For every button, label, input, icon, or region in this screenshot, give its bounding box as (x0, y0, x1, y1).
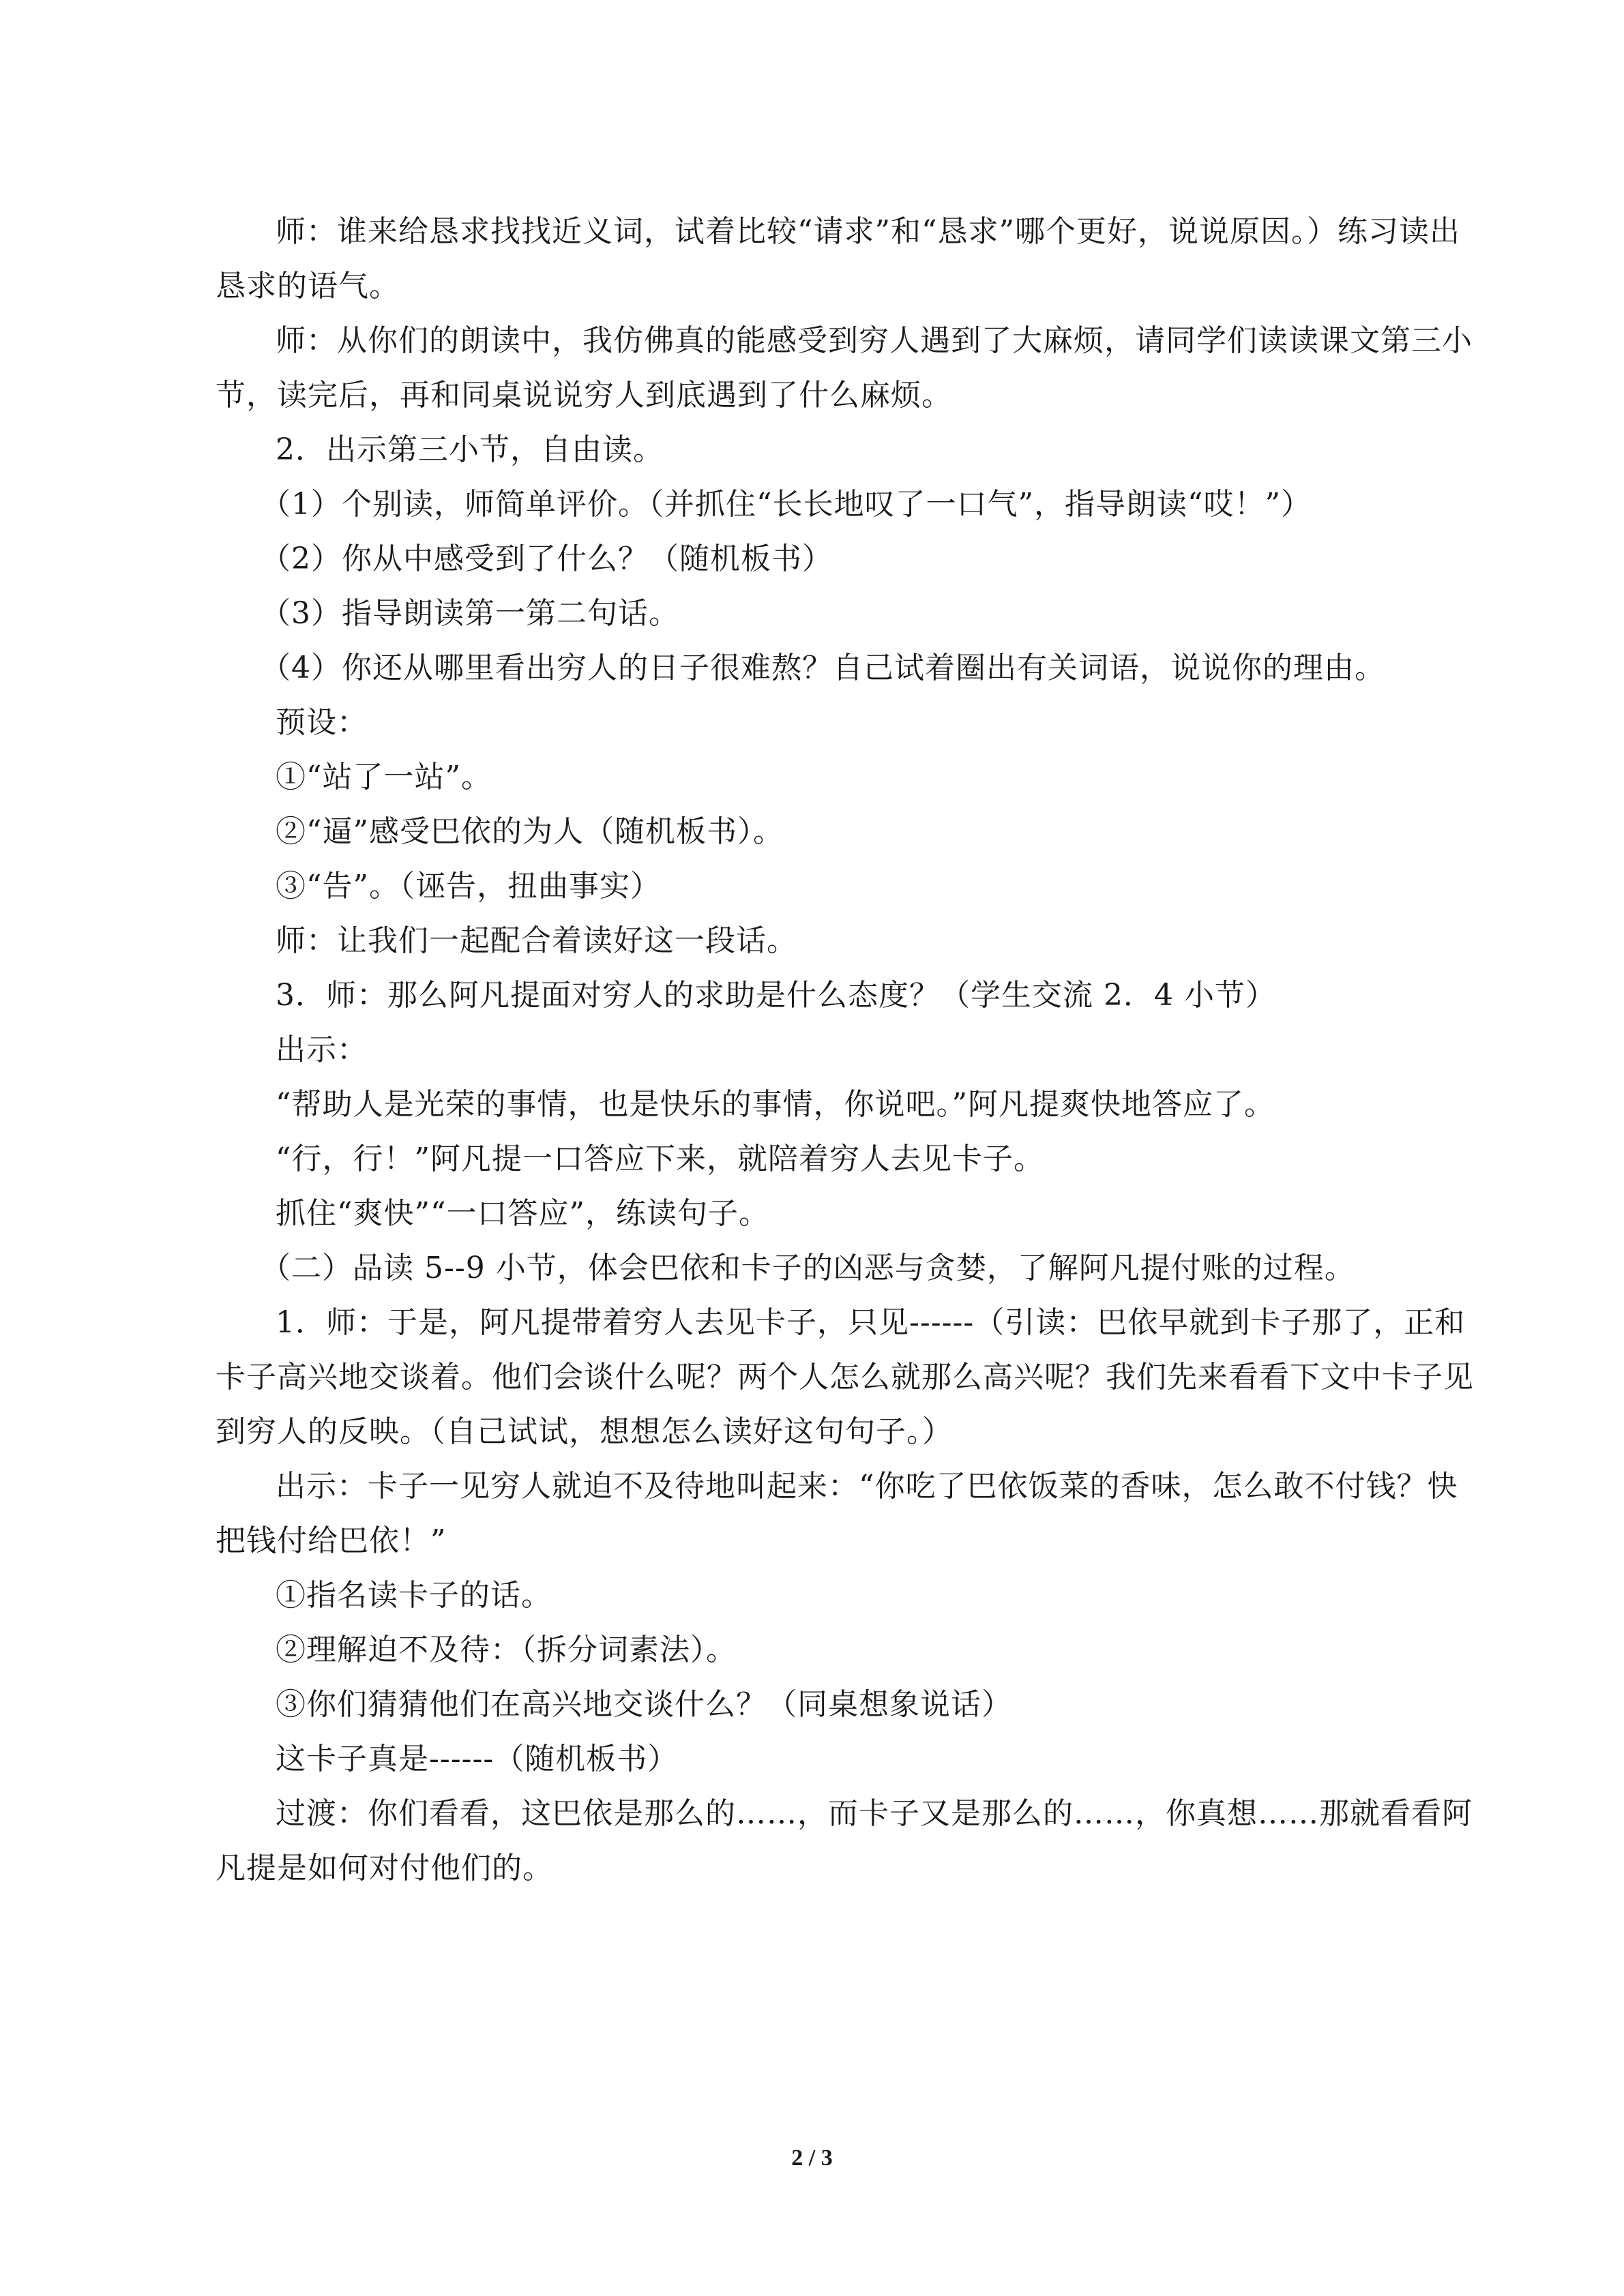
paragraph: 师：让我们一起配合着读好这一段话。 (276, 923, 797, 958)
paragraph: ②“逼”感受巴依的为人（随机板书）。 (276, 814, 784, 849)
paragraph: 过渡：你们看看，这巴依是那么的……，而卡子又是那么的……，你真想……那就看看阿凡提是如何对付他们的。 (216, 1796, 1473, 1885)
paragraph: ③“告”。（诬告，扭曲事实） (276, 869, 661, 904)
paragraph: 出示： (276, 1032, 368, 1067)
page-number: 2 / 3 (791, 2145, 833, 2171)
paragraph: 这卡子真是------（随机板书） (276, 1742, 679, 1776)
paragraph: （4）你还从哪里看出穷人的日子很难熬？自己试着圈出有关词语，说说你的理由。 (261, 651, 1385, 685)
paragraph: （2）你从中感受到了什么？（随机板书） (261, 541, 833, 576)
paragraph: “帮助人是光荣的事情，也是快乐的事情，你说吧。”阿凡提爽快地答应了。 (276, 1087, 1275, 1122)
paragraph: 抓住“爽快”“一口答应”，练读句子。 (276, 1196, 769, 1231)
paragraph: 师：谁来给恳求找找近义词，试着比较“请求”和“恳求”哪个更好，说说原因。）练习读出恳求的语气。 (216, 214, 1460, 303)
paragraph: （1）个别读，师简单评价。（并抓住“长长地叹了一口气”，指导朗读“哎！”） (261, 487, 1312, 522)
paragraph: ③你们猜猜他们在高兴地交谈什么？（同桌想象说话） (276, 1687, 1012, 1722)
paragraph: （二）品读 5--9 小节，体会巴依和卡子的凶恶与贪婪，了解阿凡提付账的过程。 (261, 1251, 1355, 1285)
paragraph: 2．出示第三小节，自由读。 (276, 432, 664, 467)
paragraph: 预设： (276, 705, 368, 740)
document-body (216, 205, 1474, 1896)
paragraph: ①“站了一站”。 (276, 760, 492, 794)
paragraph: （3）指导朗读第一第二句话。 (261, 596, 679, 631)
paragraph: 1．师：于是，阿凡提带着穷人去见卡子，只见------（引读：巴依早就到卡子那了，正和卡子高兴地交谈着。他们会谈什么呢？两个人怎么就那么高兴呢？我们先来看看下文中卡子见到穷人的反映。（自己试试，想想怎么读好这句句子。） (216, 1305, 1474, 1449)
paragraph: 师：从你们的朗读中，我仿佛真的能感受到穷人遇到了大麻烦，请同学们读读课文第三小节，读完后，再和同桌说说穷人到底遇到了什么麻烦。 (216, 323, 1473, 413)
paragraph: 出示：卡子一见穷人就迫不及待地叫起来：“你吃了巴依饭菜的香味，怎么敢不付钱？快把钱付给巴依！” (216, 1469, 1458, 1558)
paragraph: “行，行！”阿凡提一口答应下来，就陪着穷人去见卡子。 (276, 1142, 1044, 1176)
paragraph: ①指名读卡子的话。 (276, 1578, 552, 1613)
paragraph: 3．师：那么阿凡提面对穷人的求助是什么态度？（学生交流 2．4 小节） (276, 978, 1276, 1013)
paragraph: ②理解迫不及待：（拆分词素法）。 (276, 1632, 737, 1667)
